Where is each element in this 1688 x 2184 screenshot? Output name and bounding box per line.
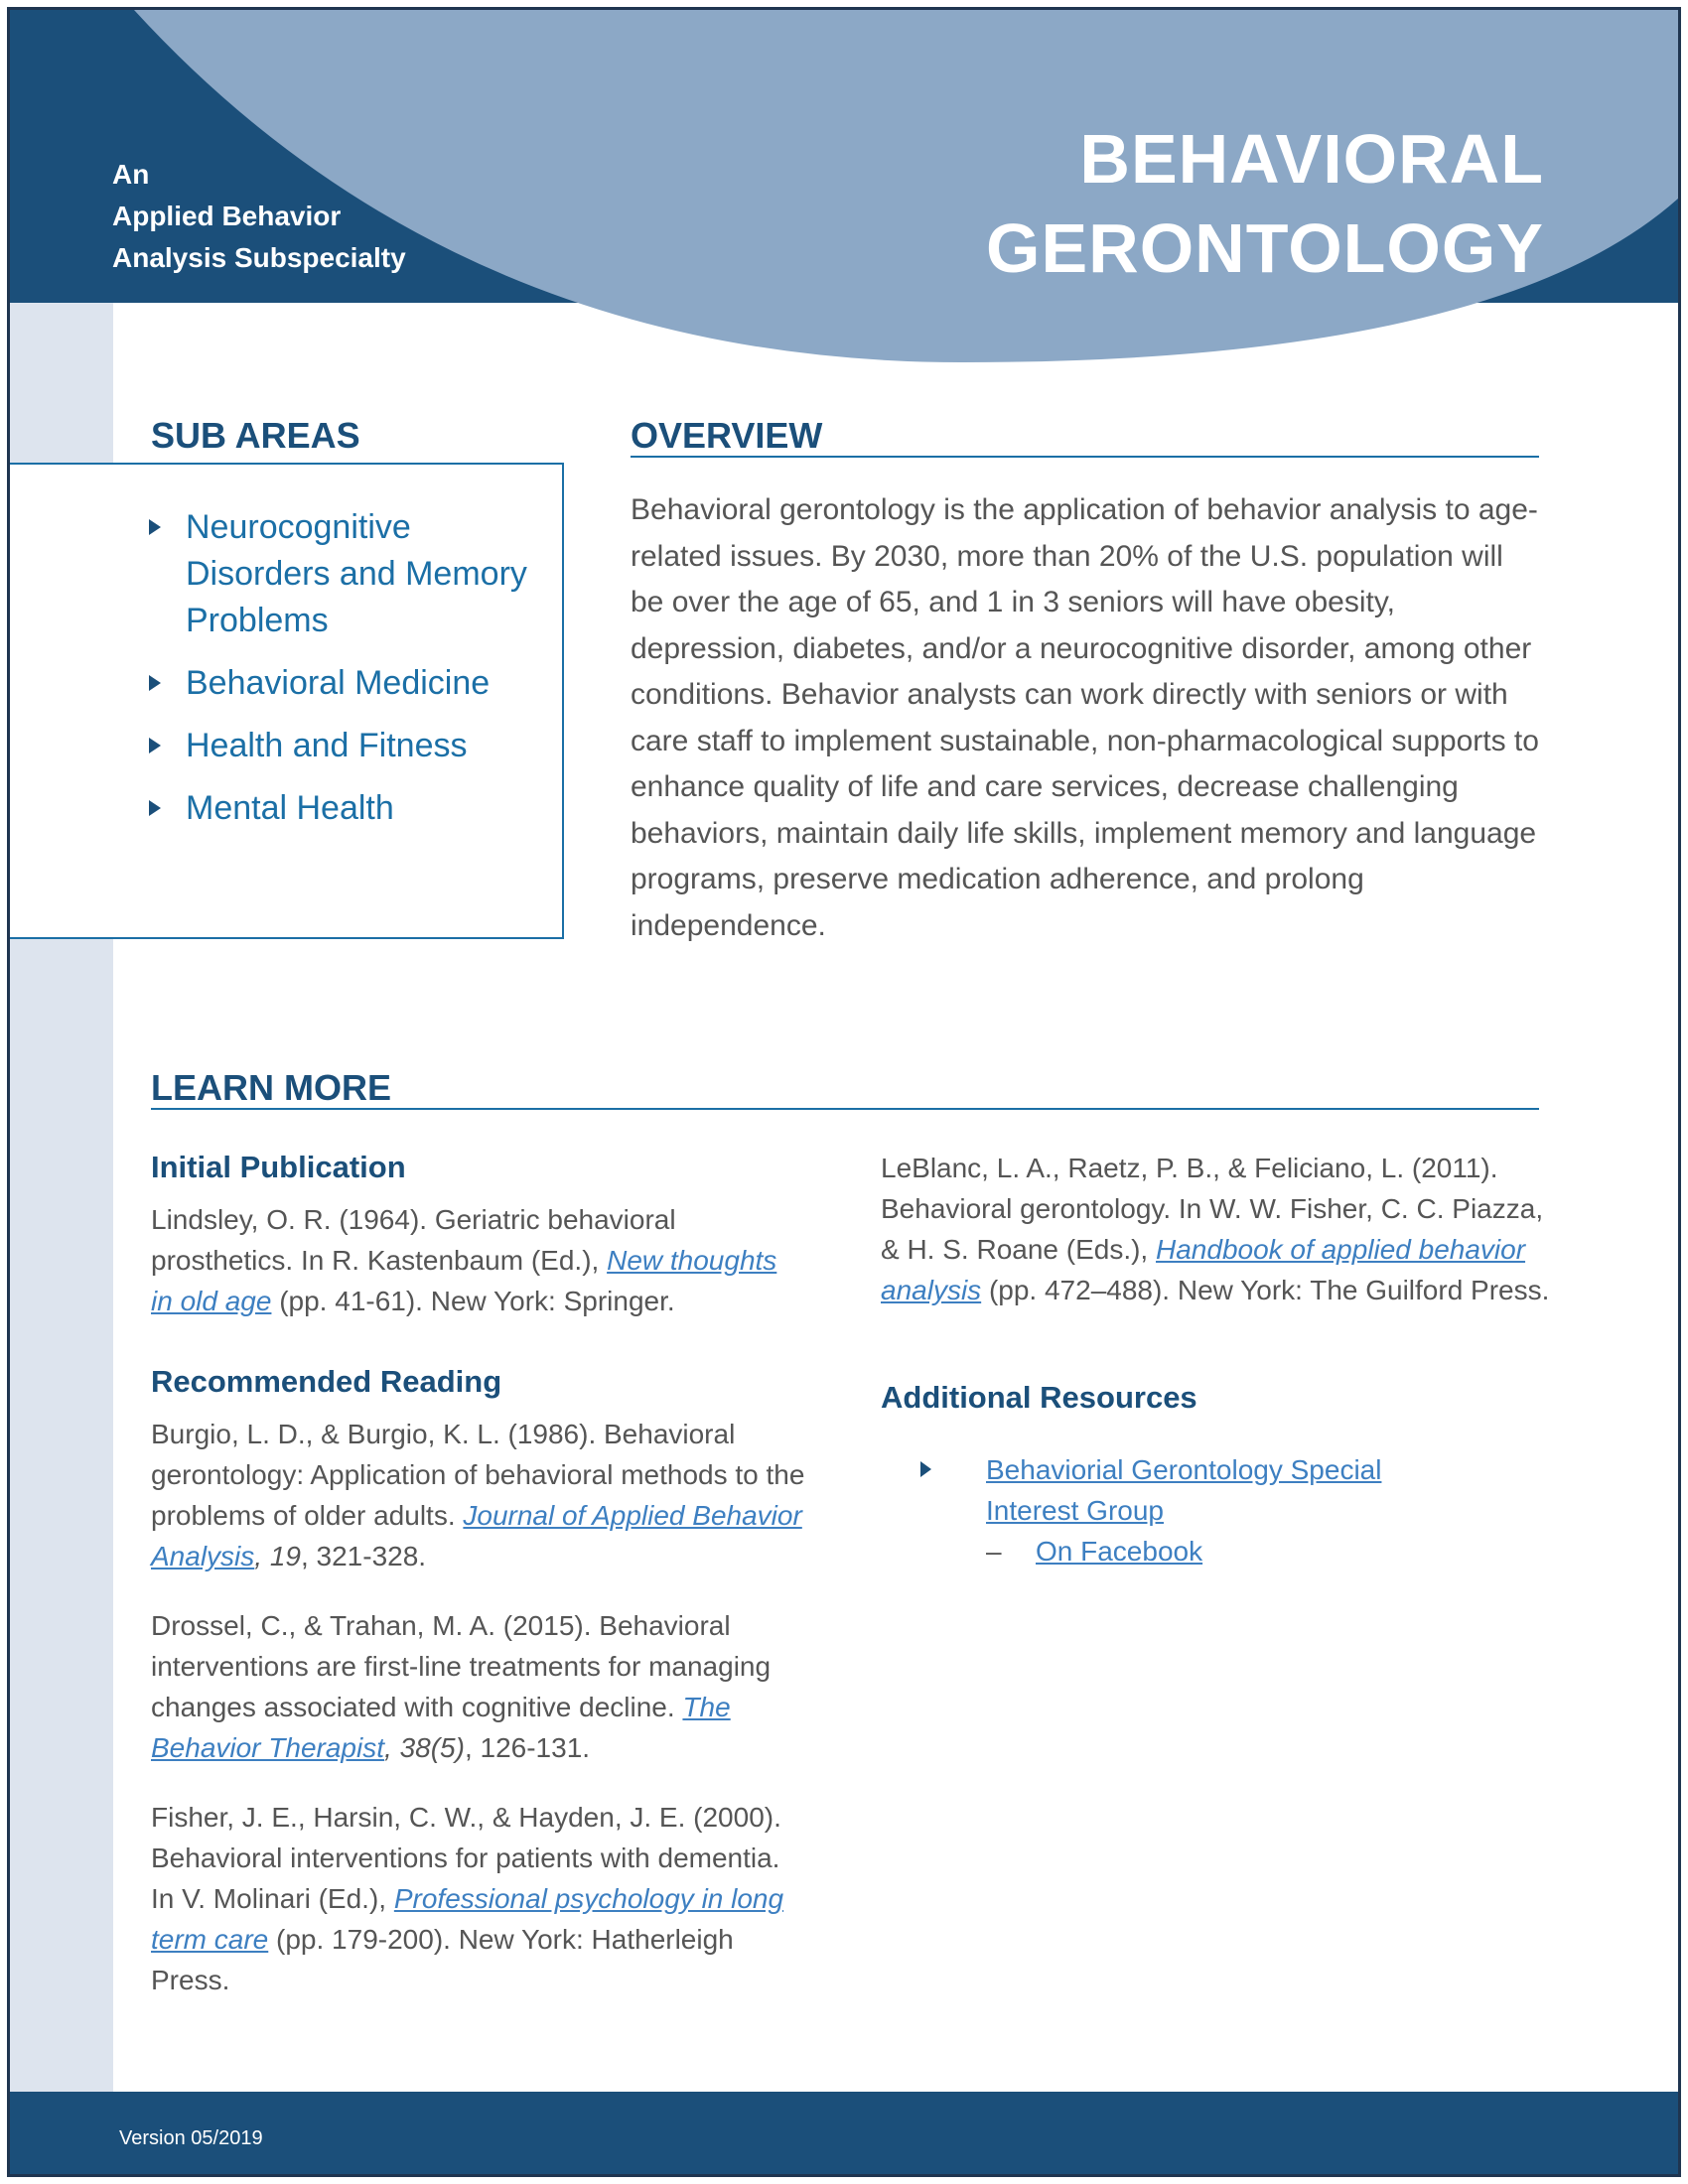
triangle-right-icon (149, 519, 161, 535)
sub-area-item (149, 785, 546, 832)
sub-areas-list (149, 504, 546, 848)
sub-area-item (149, 660, 546, 707)
additional-resources-list (920, 1449, 1417, 1571)
ref-link[interactable]: The Behavior Therapist (151, 1692, 731, 1763)
tagline-line: Analysis Subspecialty (112, 242, 406, 273)
reference-burgio (151, 1414, 816, 1576)
sub-area-label: Behavioral Medicine (186, 664, 491, 702)
overview-divider (631, 456, 1539, 458)
initial-publication-heading: Initial Publication (151, 1150, 406, 1184)
ref-volume: , 38(5) (384, 1732, 465, 1763)
version-label: Version 05/2019 (119, 2127, 263, 2149)
title-line: GERONTOLOGY (986, 209, 1544, 287)
ref-link[interactable]: Professional psychology in long term care (151, 1883, 784, 1955)
title-line: BEHAVIORAL (1079, 120, 1544, 198)
learn-more-divider (151, 1108, 1539, 1110)
ref-text: Lindsley, O. R. (1964). Geriatric behavioral prosthetics. In R. Kastenbaum (Ed.), (151, 1204, 676, 1276)
sub-area-label: Mental Health (186, 789, 394, 827)
sub-area-item (149, 504, 546, 644)
ref-link[interactable]: Journal of Applied Behavior Analysis (151, 1500, 802, 1571)
initial-publication-section (151, 1150, 826, 1321)
tagline-line: Applied Behavior (112, 201, 342, 231)
triangle-right-icon (149, 675, 161, 691)
ref-link[interactable]: Handbook of applied behavior analysis (881, 1234, 1526, 1305)
ref-text: (pp. 472–488). New York: The Guilford Press. (981, 1275, 1550, 1305)
reference-fisher (151, 1797, 796, 2000)
leblanc-reference-block (881, 1148, 1576, 1310)
reference-leblanc (881, 1148, 1566, 1310)
footer-bar (10, 2092, 1678, 2174)
triangle-right-icon (149, 738, 161, 753)
ref-text: , 321-328. (300, 1541, 427, 1571)
ref-text: Burgio, L. D., & Burgio, K. L. (1986). Behavioral gerontology: Application of behavioral methods to the problems of older adults. (151, 1419, 805, 1531)
triangle-right-icon (149, 800, 161, 816)
ref-text: Fisher, J. E., Harsin, C. W., & Hayden, J. E. (2000). Behavioral interventions for patients with dementia. In V. Molinari (Ed.), (151, 1802, 781, 1914)
overview-heading: OVERVIEW (631, 415, 823, 456)
ref-text: Drossel, C., & Trahan, M. A. (2015). Behavioral interventions are first-line treatments for managing changes associated with cognitive decline. (151, 1610, 772, 1722)
sub-areas-box (10, 463, 564, 939)
reference-lindsley (151, 1199, 796, 1321)
resource-link-sig[interactable]: Behaviorial Gerontology Special Interest Group (986, 1454, 1382, 1526)
sub-areas-heading: SUB AREAS (151, 415, 360, 456)
ref-volume: , 19 (254, 1541, 301, 1571)
header-tagline (112, 154, 406, 279)
tagline-line: An (112, 159, 150, 190)
reference-drossel (151, 1605, 826, 1768)
triangle-right-icon (920, 1461, 931, 1477)
dash-marker: – (986, 1536, 1002, 1567)
sub-area-item (149, 723, 546, 769)
resource-item (920, 1449, 1417, 1531)
resource-link-facebook[interactable]: On Facebook (1036, 1536, 1203, 1567)
sub-area-label: Neurocognitive Disorders and Memory Problems (186, 508, 527, 639)
sub-area-label: Health and Fitness (186, 727, 468, 764)
overview-paragraph: Behavioral gerontology is the application of behavior analysis to age-related issues. By 2030, more than 20% of the U.S. population will be over the age of 65, and 1 in 3 seniors will have obesity, depression, diabetes, and/or a neurocognitive disorder, among other conditions. Behavior analysts can work directly with seniors or with care staff to implement sustainable, non-pharmacological supports to enhance quality of life and care services, decrease challenging behaviors, maintain daily life skills, implement memory and language programs, preserve medication adherence, and prolong independence. (631, 493, 1539, 942)
page-frame (7, 7, 1681, 2177)
learn-more-heading: LEARN MORE (151, 1067, 391, 1108)
ref-text: LeBlanc, L. A., Raetz, P. B., & Feliciano, L. (2011). Behavioral gerontology. In W. W. Fisher, C. C. Piazza, & H. S. Roane (Eds.), (881, 1153, 1544, 1265)
recommended-reading-section (151, 1364, 826, 2000)
resource-subitem (920, 1531, 1417, 1571)
ref-text: , 126-131. (464, 1732, 591, 1763)
additional-resources-section (881, 1380, 1576, 1416)
additional-resources-heading: Additional Resources (881, 1380, 1197, 1415)
ref-link[interactable]: New thoughts in old age (151, 1245, 777, 1316)
recommended-reading-heading: Recommended Reading (151, 1364, 502, 1399)
page-title (986, 114, 1544, 293)
ref-text: (pp. 179-200). New York: Hatherleigh Press. (151, 1924, 734, 1995)
ref-text: (pp. 41-61). New York: Springer. (271, 1286, 675, 1316)
